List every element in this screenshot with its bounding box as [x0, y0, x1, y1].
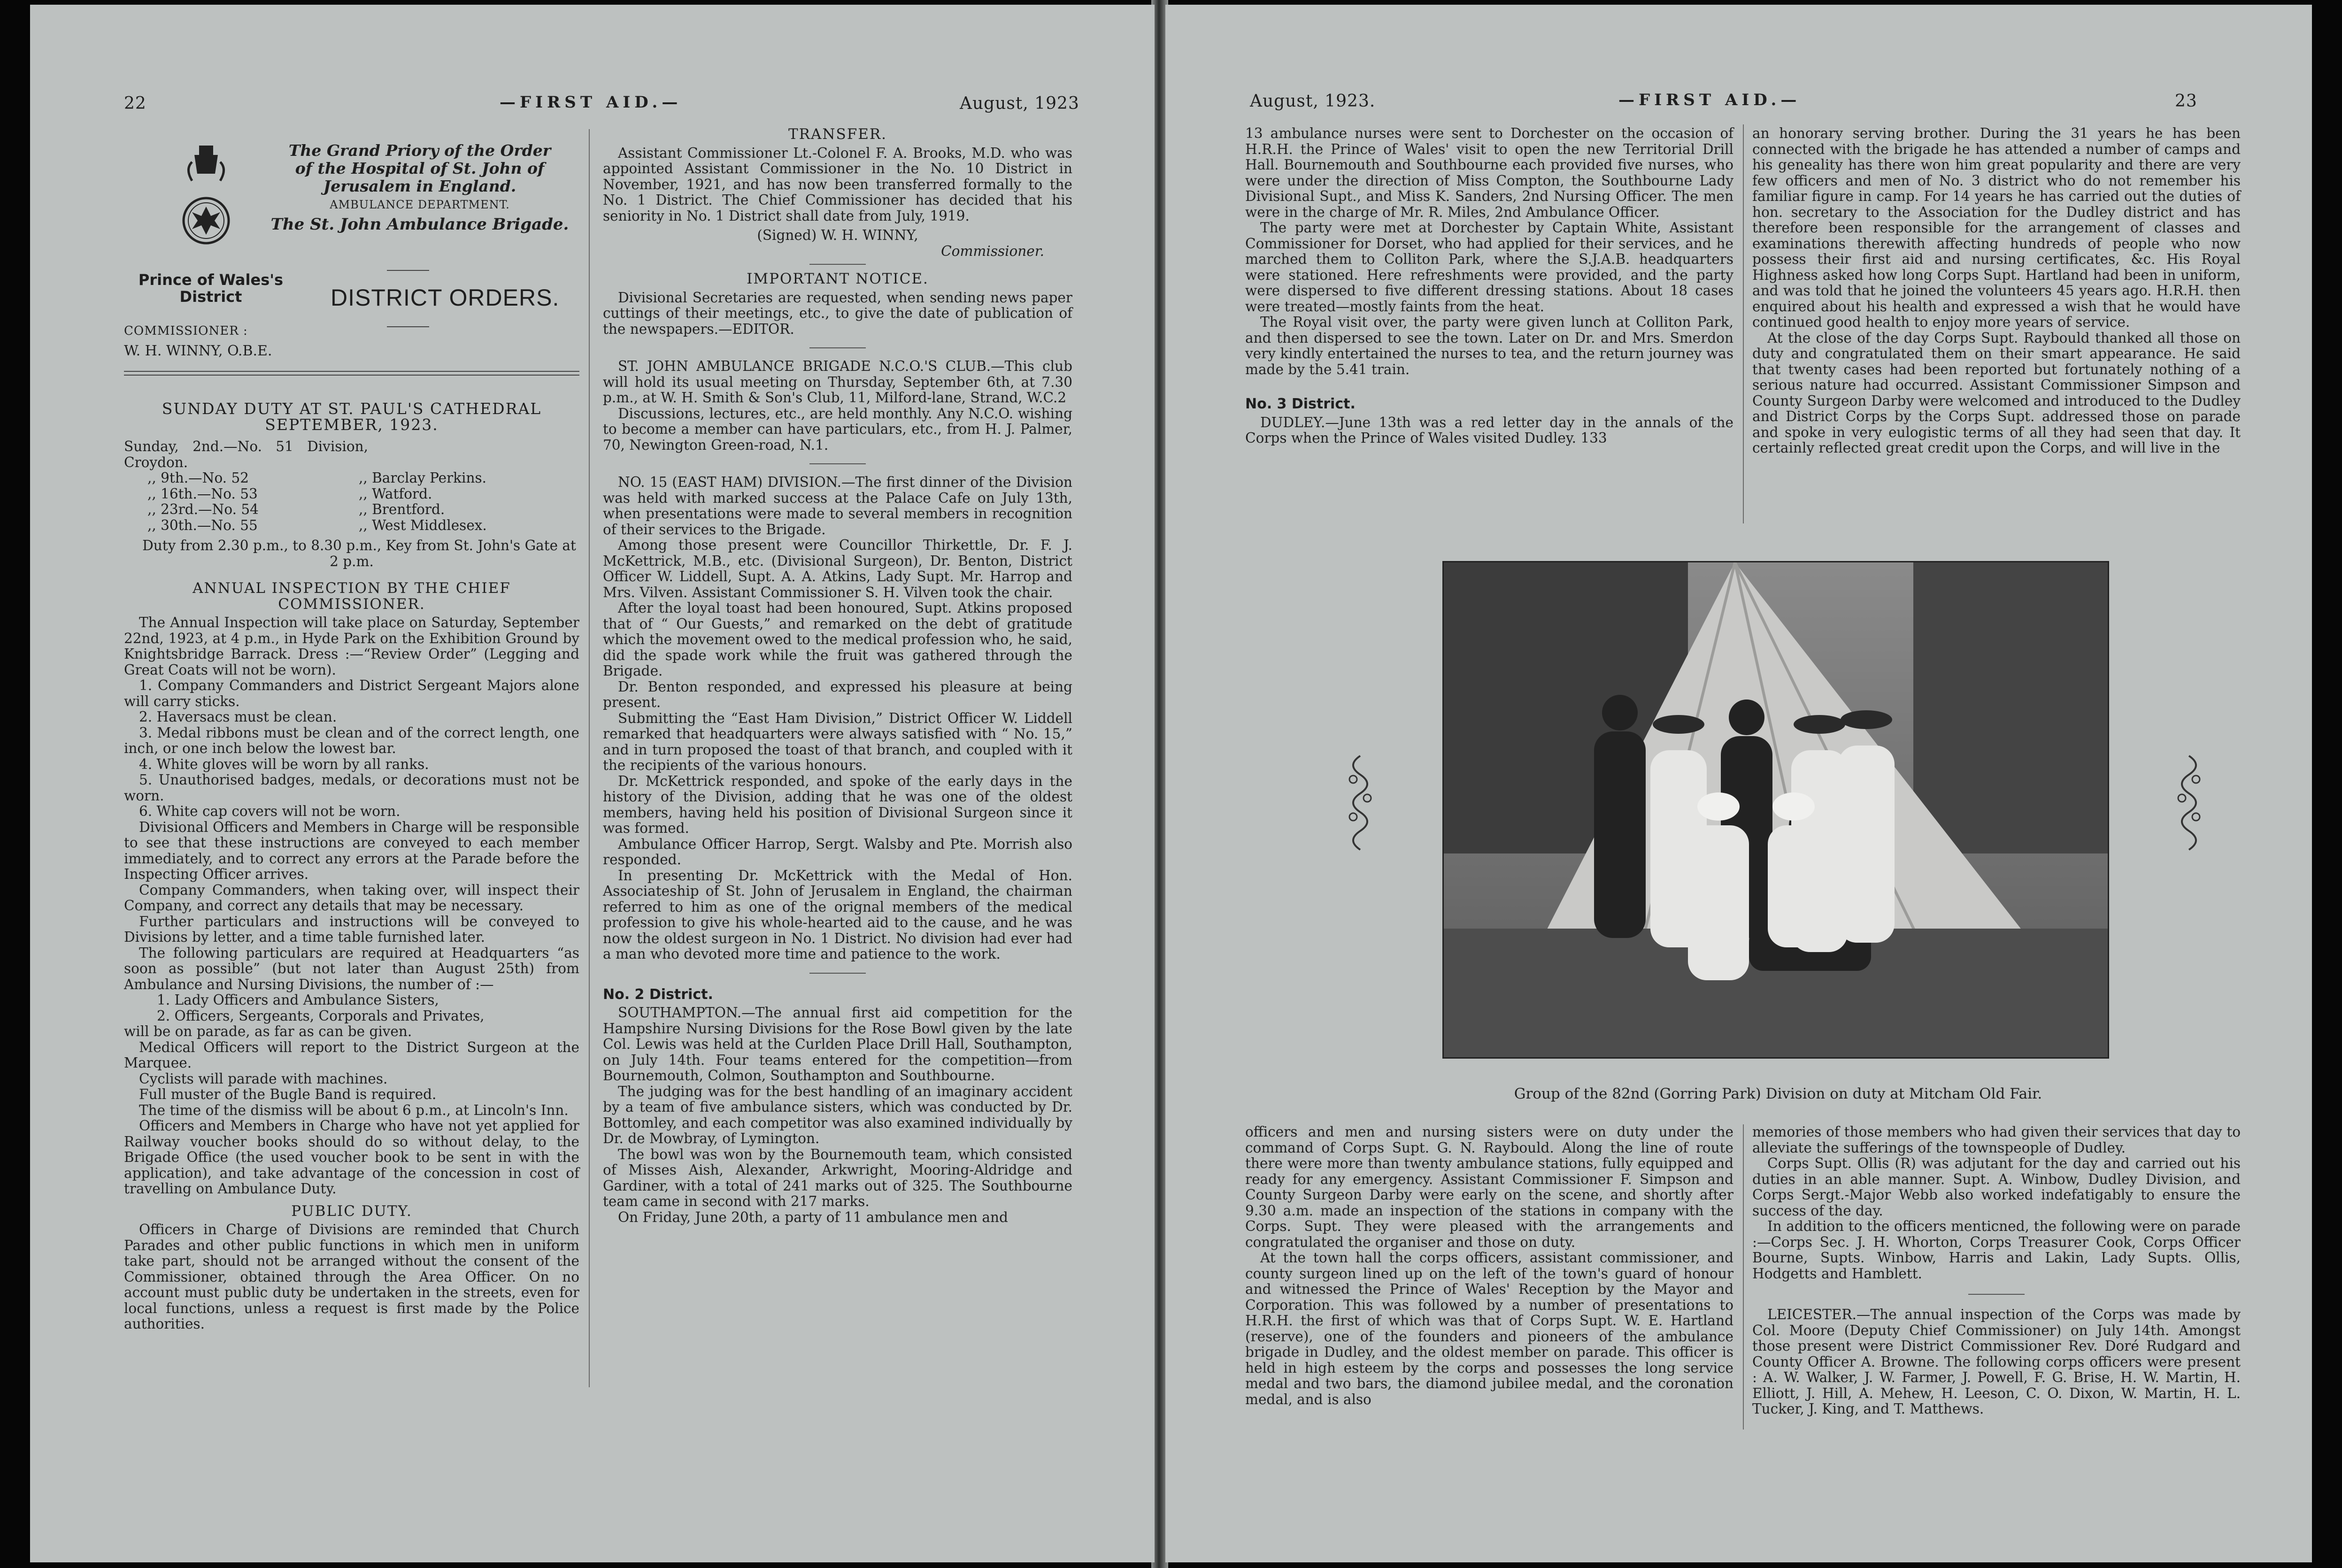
scroll-ornament-icon: [1344, 751, 1377, 854]
left-column-1: [124, 394, 579, 1332]
annual-inspection-heading: ANNUAL INSPECTION BY THE CHIEF COMMISSIONER.: [193, 580, 511, 613]
list-item: 2. Haversacs must be clean.: [139, 709, 337, 725]
duty-row: [124, 470, 579, 486]
duty-division: ,, Watford.: [359, 485, 432, 502]
duty-division: ,, Brentford.: [359, 501, 445, 517]
order-crest-icon: [180, 141, 232, 249]
duty-row: [124, 439, 579, 470]
divider: [124, 375, 579, 376]
divider: [124, 371, 579, 372]
paragraph: LEICESTER.—The annual inspection of the Corps was made by Col. Moore (Deputy Chief Commissioner) on July 14th. Amongst those present were District Commissioner Rev. Doré Rudgard and County Officer A. Browne. The following corps officers were present : A. W. Walker, J. W. Farmer, J. Powell, F. G. Brise, H. W. Martin, H. Elliott, J. Hill, A. Mehew, H. Leeson, C. O. Dixon, W. Martin, H. L. Tucker, J. King, and T. Matthews.: [1752, 1307, 2241, 1417]
transfer-heading: TRANSFER.: [788, 126, 887, 143]
divider: [809, 463, 866, 464]
paragraph: ST. JOHN AMBULANCE BRIGADE N.C.O.'S CLUB.—This club will hold its usual meeting on Thursday, September 6th, at 7.30 p.m., at W. H. Smith & Son's Club, 11, Milford-lane, Strand, W.C.2: [603, 358, 1072, 406]
district-line1: Prince of Wales's: [138, 271, 284, 289]
paragraph: At the close of the day Corps Supt. Raybould thanked all those on duty and congratulated them on their smart appearance. He said that twenty cases had been reported but fortunately nothing of a serious nature had occurred. Assistant Commissioner Simpson and County Surgeon Darby were welcomed and introduced to the Dudley and District Corps by the Corps Supt. addressed those on parade and spoke in very eulogistic terms of all they had seen that day. It certainly reflected great credit upon the Corps, and will live in the: [1752, 330, 2241, 456]
paragraph: The Annual Inspection will take place on Saturday, September 22nd, 1923, at 4 p.m., in Hyde Park on the Exhibition Ground by Knightsbridge Barrack. Dress :—“Review Order” (Legging and Great Coats will not be worn).: [124, 615, 579, 678]
paragraph: Among those present were Councillor Thirkettle, Dr. F. J. McKettrick, M.B., etc. (Divisional Surgeon), Dr. Benton, District Officer W. Liddell, Supt. A. A. Atkins, Lady Supt. Mr. Harrop and Mrs. Vilven. Assistant Commissioner S. H. Vilven took the chair.: [603, 537, 1072, 600]
paragraph: On Friday, June 20th, a party of 11 ambulance men and: [618, 1209, 1008, 1225]
sunday-duty-heading: SUNDAY DUTY AT ST. PAUL'S CATHEDRAL SEPTEMBER, 1923.: [162, 400, 542, 434]
left-column-2: [603, 127, 1072, 1225]
paragraph: Dr. McKettrick responded, and spoke of the early days in the history of the Division, adding that he was one of the oldest members, having held his position of Divisional Surgeon since it was formed.: [603, 773, 1072, 836]
duty-date: ,, 9th.—No. 52: [147, 470, 249, 486]
duty-date: ,, 16th.—No. 53: [147, 485, 258, 502]
paragraph: At the town hall the corps officers, assistant commissioner, and county surgeon lined up on the left of the town's guard of honour and witnessed the Prince of Wales' Reception by the Mayor and Corporation. This was followed by a number of presentations to H.R.H. the first of which was that of Corps Supt. W. E. Hartland (reserve), one of the founders and pioneers of the ambulance brigade in Dudley, and the oldest member on parade. This officer is held in high esteem by the corps and possesses the long service medal and two bars, the diamond jubilee medal, and the coronation medal, and is also: [1245, 1250, 1733, 1407]
paragraph: DUDLEY.—June 13th was a red letter day in the annals of the Corps when the Prince of Wales visited Dudley. 133: [1245, 414, 1733, 446]
paragraph: officers and men and nursing sisters were on duty under the command of Corps Supt. G. N. Raybould. Along the line of route there were more than twenty ambulance stations, fully equipped and ready for any emergency. Assistant Commissioner F. Simpson and County Surgeon Darby were early on the scene, and shortly after 9.30 a.m. made an inspection of the stations in company with the Corps. Supt. They were pleased with the arrangements and congratulated the organiser and those on duty.: [1245, 1124, 1733, 1250]
right-column-1-top: [1245, 126, 1733, 446]
column-rule: [1743, 1124, 1744, 1430]
duty-division: ,, Barclay Perkins.: [359, 470, 486, 486]
notice-heading: IMPORTANT NOTICE.: [747, 270, 929, 287]
scroll-ornament-icon: [2173, 751, 2205, 854]
paragraph: The judging was for the best handling of an imaginary accident by a team of five ambulance sisters, which was conducted by Dr. Bottomley, and each competitor was also examined individually by Dr. de Mowbray, of Lymington.: [603, 1083, 1072, 1146]
column-rule: [1743, 124, 1744, 523]
paragraph: Submitting the “East Ham Division,” District Officer W. Liddell remarked that headquarters were always satisfied with “ No. 15,” and in turn proposed the toast of that branch, and coupled with it the recipients of the various honours.: [603, 710, 1072, 773]
commissioner-label: COMMISSIONER :: [124, 324, 248, 338]
paragraph: an honorary serving brother. During the 31 years he has been connected with the brigade he has attended a number of camps and his geneality has there won him great popularity and there are very few officers and men of No. 3 district who do not remember his familiar figure in camp. For 14 years he has carried out the duties of hon. secretary to the Association for the Dudley district and has therefore been responsible for the arrangement of classes and examinations therewith affecting hundreds of people who now possess their first aid and nursing certificates, &c. His Royal Highness asked how long Corps Supt. Hartland had been in uniform, and was told that he joined the volunteers 45 years ago. H.R.H. then enquired about his health and expressed a wish that he would have continued good health to enjoy more years of service.: [1752, 125, 2241, 330]
masthead-line5: The St. John Ambulance Brigade.: [270, 215, 569, 234]
masthead-line4: AMBULANCE DEPARTMENT.: [330, 198, 510, 211]
masthead-line3: Jerusalem in England.: [323, 177, 516, 195]
divider: [387, 326, 429, 327]
district-2-heading: No. 2 District.: [603, 986, 713, 1003]
district-line2: District: [179, 288, 242, 306]
duty-date: ,, 30th.—No. 55: [147, 517, 258, 533]
divider: [809, 347, 866, 348]
paragraph: Discussions, lectures, etc., are held monthly. Any N.C.O. wishing to become a member can have particulars, etc., from H. J. Palmer, 70, Newington Green-road, N.1.: [603, 405, 1072, 453]
divider: [387, 270, 429, 271]
page-number: 22: [124, 94, 146, 113]
paragraph: After the loyal toast had been honoured, Supt. Atkins proposed that of “ Our Guests,” and remarked on the debt of gratitude which the movement owed to the medical profession who, he said, did the spade work while the fruit was gathered through the Brigade.: [603, 600, 1072, 679]
duty-row: [124, 486, 579, 502]
paragraph: The Royal visit over, the party were given lunch at Colliton Park, and then dispersed to see the town. Later on Dr. and Mrs. Smerdon very kindly entertained the nurses to tea, and the return journey was made by the 5.41 train.: [1245, 314, 1733, 377]
right-column-2-top: [1752, 126, 2241, 456]
list-item: 1. Company Commanders and District Sergeant Majors alone will carry sticks.: [124, 677, 579, 709]
issue-date: August, 1923: [960, 94, 1079, 113]
page-number: 23: [2175, 92, 2197, 111]
paragraph: The bowl was won by the Bournemouth team, which consisted of Misses Aish, Alexander, Arkwright, Mooring-Aldridge and Gardiner, with a total of 241 marks out of 325. The Southbourne team came in second with 217 marks.: [603, 1146, 1072, 1209]
district-3-heading: No. 3 District.: [1245, 396, 1356, 412]
paragraph: The following particulars are required at Headquarters “as soon as possible” (but not later than August 25th) from Ambulance and Nursing Divisions, the number of :—: [124, 945, 579, 992]
running-title: —FIRST AID.—: [500, 93, 682, 112]
district-name: [133, 271, 288, 305]
paragraph: Divisional Secretaries are requested, when sending news paper cuttings of their meetings, etc., to give the date of publication of the newspapers.—EDITOR.: [603, 289, 1072, 337]
paragraph: Officers in Charge of Divisions are reminded that Church Parades and other public functions in which men in uniform take part, should not be arranged without the consent of the Commissioner, obtained through the Area Officer. On no account must public duty be undertaken in the streets, even for local functions, unless a request is first made by the Police authorities.: [124, 1222, 579, 1332]
paragraph: Divisional Officers and Members in Charge will be responsible to see that these instructions are conveyed to each member immediately, and to correct any errors at the Parade before the Inspecting Officer arrives.: [124, 819, 579, 882]
public-duty-heading: PUBLIC DUTY.: [291, 1202, 412, 1220]
duty-roster: [124, 439, 579, 533]
duty-division: ,, West Middlesex.: [359, 517, 487, 533]
paragraph: SOUTHAMPTON.—The annual first aid competition for the Hampshire Nursing Divisions for the Rose Bowl given by the late Col. Lewis was held at the Curlden Place Drill Hall, Southampton, on July 14th. Four teams entered for the competition—from Bournemouth, Colmon, Southampton and Southbourne.: [603, 1005, 1072, 1084]
paragraph: Further particulars and instructions will be conveyed to Divisions by letter, and a time table furnished later.: [124, 913, 579, 945]
list-item: 3. Medal ribbons must be clean and of the correct length, one inch, or one inch below the lowest bar.: [124, 724, 579, 756]
paragraph: Company Commanders, when taking over, will inspect their Company, and correct any details that may be necessary.: [124, 882, 579, 914]
paragraph: Cyclists will parade with machines.: [139, 1070, 388, 1087]
masthead-line1: The Grand Priory of the Order: [288, 141, 551, 160]
signature: (Signed) W. H. WINNY,: [757, 227, 918, 243]
group-photo: [1442, 561, 2109, 1059]
paragraph: Corps Supt. Ollis (R) was adjutant for the day and carried out his duties in an able manner. Supt. A. Winbow, Dudley Division, and Corps Sergt.-Major Webb also worked indefatigably to ensure the success of the day.: [1752, 1155, 2241, 1219]
running-title: —FIRST AID.—: [1618, 91, 1801, 109]
photo-caption: Group of the 82nd (Gorring Park) Division on duty at Mitcham Old Fair.: [1514, 1085, 2042, 1102]
column-rule: [589, 129, 590, 1387]
duty-row: [124, 518, 579, 534]
right-page: [1165, 5, 2312, 1562]
divider: [809, 973, 866, 974]
list-item: 4. White gloves will be worn by all ranks.: [139, 756, 429, 772]
paragraph: will be on parade, as far as can be given.: [124, 1023, 412, 1039]
list-item: 1. Lady Officers and Ambulance Sisters,: [157, 992, 439, 1008]
commissioner-name: W. H. WINNY, O.B.E.: [124, 343, 272, 359]
paragraph: Ambulance Officer Harrop, Sergt. Walsby and Pte. Morrish also responded.: [603, 836, 1072, 868]
paragraph: In addition to the officers menticned, the following were on parade :—Corps Sec. J. H. Whorton, Corps Treasurer Cook, Corps Officer Bourne, Supts. Winbow, Harris and Lakin, Lady Supts. Ollis, Hodgetts and Hamblett.: [1752, 1218, 2241, 1282]
right-column-1-bottom: [1245, 1124, 1733, 1407]
duty-date: Sunday, 2nd.—No. 51 Division, Croydon.: [124, 438, 368, 470]
paragraph: 13 ambulance nurses were sent to Dorchester on the occasion of H.R.H. the Prince of Wales' visit to open the new Territorial Drill Hall. Bournemouth and Southbourne each provided five nurses, who were under the direction of Miss Compton, the Southbourne Lady Divisional Supt., and Miss K. Sanders, 2nd Nursing Officer. The men were in the charge of Mr. R. Miles, 2nd Ambulance Officer.: [1245, 125, 1733, 220]
signature-title: Commissioner.: [941, 243, 1044, 259]
duty-row: [124, 502, 579, 518]
masthead: [251, 142, 589, 235]
district-orders-title: DISTRICT ORDERS.: [331, 284, 560, 311]
list-item: 5. Unauthorised badges, medals, or decorations must not be worn.: [124, 772, 579, 804]
left-page: [30, 5, 1155, 1562]
issue-date: August, 1923.: [1250, 92, 1376, 111]
list-item: 2. Officers, Sergeants, Corporals and Privates,: [157, 1007, 485, 1024]
paragraph: NO. 15 (EAST HAM) DIVISION.—The first dinner of the Division was held with marked success at the Palace Cafe on July 13th, when presentations were made to several members in recognition of their services to the Brigade.: [603, 474, 1072, 538]
paragraph: The party were met at Dorchester by Captain White, Assistant Commissioner for Dorset, who had applied for their services, and he marched them to Colliton Park, where the S.J.A.B. headquarters were stationed. Here refreshments were provided, and the party were dispersed to five different dressing stations. About 18 cases were treated—mostly faints from the heat.: [1245, 220, 1733, 315]
divider: [1968, 1294, 2025, 1295]
paragraph: The time of the dismiss will be about 6 p.m., at Lincoln's Inn.: [139, 1102, 569, 1118]
duty-time: Duty from 2.30 p.m., to 8.30 p.m., Key from St. John's Gate at 2 p.m.: [142, 538, 576, 569]
paragraph: Officers and Members in Charge who have not yet applied for Railway voucher books should do so without delay, to the Brigade Office (the used voucher book to be sent in with the application), and take advantage of the concession in cost of travelling on Ambulance Duty.: [124, 1118, 579, 1197]
divider: [809, 264, 866, 265]
duty-date: ,, 23rd.—No. 54: [147, 501, 259, 517]
paragraph: Full muster of the Bugle Band is required.: [139, 1086, 437, 1102]
list-item: 6. White cap covers will not be worn.: [139, 803, 401, 819]
paragraph: Medical Officers will report to the District Surgeon at the Marquee.: [124, 1039, 579, 1071]
paragraph: Assistant Commissioner Lt.-Colonel F. A. Brooks, M.D. who was appointed Assistant Commissioner in the No. 10 District in November, 1921, and has now been transferred formally to the No. 1 District. The Chief Commissioner has decided that his seniority in No. 1 District shall date from July, 1919.: [603, 145, 1072, 224]
paragraph: In presenting Dr. McKettrick with the Medal of Hon. Associateship of St. John of Jerusalem in England, the chairman referred to him as one of the orignal members of the medical profession to give his whole-hearted aid to the cause, and he was now the oldest surgeon in No. 1 District. No division had ever had a man who devoted more time and patience to the work.: [603, 867, 1072, 962]
masthead-line2: of the Hospital of St. John of: [295, 159, 545, 177]
paragraph: Dr. Benton responded, and expressed his pleasure at being present.: [603, 678, 1072, 710]
paragraph: memories of those members who had given their services that day to alleviate the sufferings of the townspeople of Dudley.: [1752, 1124, 2241, 1156]
right-column-2-bottom: [1752, 1124, 2241, 1417]
